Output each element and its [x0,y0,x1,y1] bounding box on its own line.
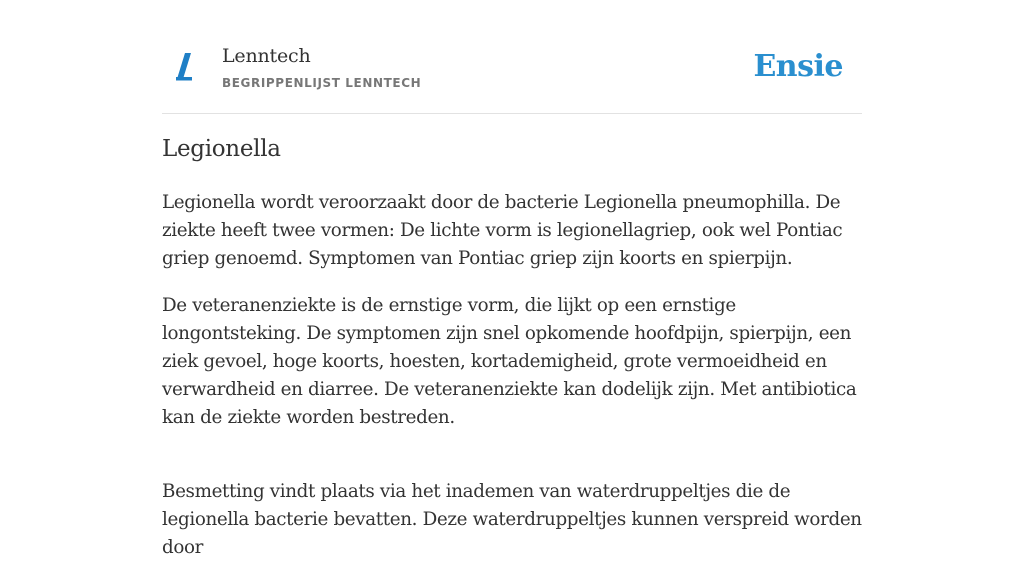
paragraph-spacer [162,451,862,478]
source-name[interactable]: Lenntech [222,45,311,67]
source-subtitle: BEGRIPPENLIJST LENNTECH [222,76,422,90]
definition-paragraph: De veteranenziekte is de ernstige vorm, die lijkt op een ernstige longontsteking. De symptomen zijn snel opkomende hoofdpijn, spierpijn, een ziek gevoel, hoge koorts, hoesten, kortademigheid, grote vermoeidheid en verwardheid en diarree. De veteranenziekte kan dodelijk zijn. Met antibiotica kan de ziekte worden bestreden. [162,295,857,428]
lenntech-logo-icon[interactable] [176,53,196,83]
page-container [162,0,862,558]
definition-paragraph: Besmetting vindt plaats via het inademen van waterdruppeltjes die de legionella bacterie bevatten. Deze waterdruppeltjes kunnen verspreid worden door [162,481,862,558]
brand-logo[interactable]: Ensie [753,49,843,84]
definition-body [162,189,862,581]
term-title: Legionella [162,136,281,162]
page-header [162,0,862,114]
definition-paragraph: Legionella wordt veroorzaakt door de bacterie Legionella pneumophilla. De ziekte heeft twee vormen: De lichte vorm is legionellagriep, ook wel Pontiac griep genoemd. Symptomen van Pontiac griep zijn koorts en spierpijn. [162,192,843,269]
